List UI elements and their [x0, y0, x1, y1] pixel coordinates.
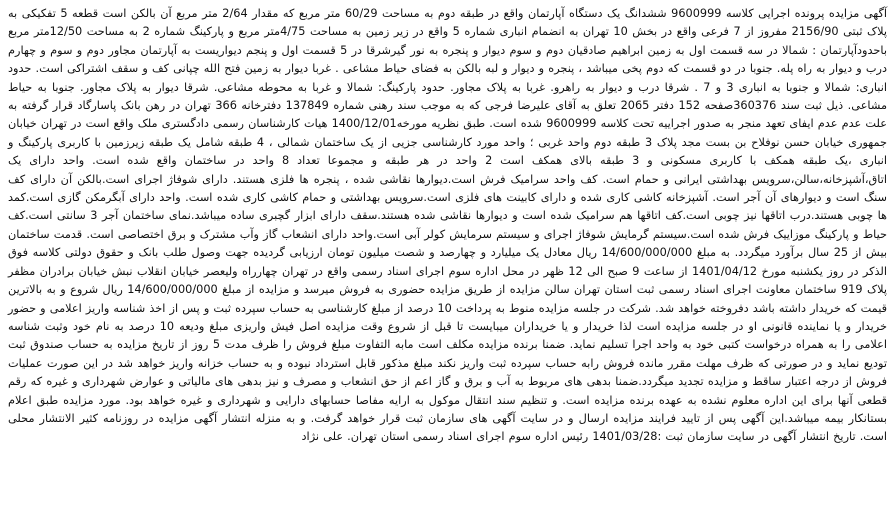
auction-notice-body: آگهی مزایده پرونده اجرایی کلاسه 9600999 ششدانگ یک دستگاه آپارتمان واقع در طبقه دوم به مساحت 60/29 متر مربع که مقدار 2/64 متر مربع آن بالکن است قطعه 5 تفکیکی به پلاک ثبتی 2156/90 مفروز از 7 فرعی واقع در بخش 10 تهران به انضمام انباری شماره 5 واقع در زیر زمین به مساحت 4/75متر مربع و پارکینگ شماره 2 به مساحت 12/50متر مربع باحدودآپارتمان : شمالا در سه قسمت اول به زمین ابراهیم صادقیان دوم و سوم دیوار و پنجره به نور گیرشرقا در 5 قسمت اول و پنجم دیواریست به آپارتمان مجاور دوم و سوم و چهارم درب و دیوار به راه پله. جنوبا در دو قسمت که دوم پخی میباشد ، پنجره و دیوار و لبه بالکن به فضای حیاط مشاعی . غربا دیوار به زمین فتح الله چپانی کف و سقف اشتراکی است. حدود انباری: شمالا و جنوبا به انباری 3 و 7 . شرقا درب و دیوار به راهرو. غربا به پلاک مجاور. حدود پارکینگ: شمالا و غربا به محوطه مشاعی. شرقا دیوار به پلاک مجاور. جنوبا به حیاط مشاعی. ذیل ثبت سند 360376صفحه 152 دفتر 2065 تعلق به آقای علیرضا فرجی که به موجب سند رهنی شماره 137849 دفترخانه 366 تهران در رهن بانک پاسارگاد قرار گرفته به علت عدم عدم ایفای تعهد منجر به صدور اجراییه تحت کلاسه 9600999 شده است. طبق نظریه مورخه1400/12/01 هیات کارشناسان رسمی دادگستری ملک واقع است در تهران خیابان جمهوری خیابان حسن نوفلاح بن بست مجد پلاک 3 طبقه دوم واحد غربی ؛ واحد مورد کارشناسی جزیی از یک ساختمان شمالی ، 4 طبقه شامل یک طبقه زیرزمین با کاربری پارکینگ و انباری ،یک طبقه همکف با کاربری مسکونی و 3 طبقه بالای همکف است 2 واحد در هر طبقه و مجموعا تعداد 8 واحد در ساختمان واقع شده است. واحد دارای یک اتاق،آشپزخانه،سالن،سرویس بهداشتی ایرانی و حمام است. کف واحد سرامیک فرش است.دیوارها نقاشی شده ، پنجره ها فلزی هستند. دارای شوفاژ اجرای است.بالکن آن دارای کف سنگ است و دیوارهای آن آجر است. آشپزخانه کاشی کاری شده و دارای کابینت های فلزی است.سرویس بهداشتی و حمام کاشی کاری شده است. واحد دارای آبگرمکن گازی است.کمد ها چوبی هستند.درب اتاقها نیز چوبی است.کف اتاقها هم سرامیک شده است و دیوارها نقاشی شده هستند.سقف دارای ابزار گچبری ساده میباشد.نمای ساختمان آجر 3 سانتی است.کف حیاط و پارکینگ موزاییک فرش شده است.سیستم گرمایش شوفاژ اجرای و سیستم سرمایش کولر آبی است.واحد دارای انشعاب گاز وآب مشترک و برق اختصاصی است. قدمت ساختمان بیش از 25 سال برآورد میگردد. به مبلغ 14/600/000/000 ریال معادل یک میلیارد و چهارصد و شصت میلیون تومان ارزیابی گردیده جهت وصول طلب بانک و حقوق دولتی کلاسه فوق الذکر در روز یکشنبه مورخ 1401/04/12 از ساعت 9 صبح الی 12 ظهر در محل اداره سوم اجرای اسناد رسمی واقع در تهران چهارراه ولیعصر خیابان انقلاب نبش خیابان برادران مظفر پلاک 919 ساختمان معاونت اجرای اسناد رسمی ثبت استان تهران سالن مزایده از طریق مزایده حضوری به فروش میرسد و مزایده از مبلغ 14/600/000/000 ریال شروع و به بالاترین قیمت که خریدار داشته باشد دفروخته خواهد شد. شرکت در جلسه مزایده منوط به پرداخت 10 درصد از مبلغ کارشناسی به حساب سپرده ثبت و پس از اخذ شناسه واریز اعلامی و حضور خریدار و یا نماینده قانونی او در جلسه مزایده است لذا خریدار و یا خریداران میبایست تا قبل از شروع وقت مزایده اصل فیش واریزی مبلغ ودیعه 10 درصد به نام خود وثبت شناسه اعلامی را به همراه درخواست کتبی خود به واحد اجرا تسلیم نماید. ضمنا برنده مزایده مکلف است مابه التفاوت مبلغ فروش را ظرف مدت 5 روز از تاریخ مزایده به حساب صندوق ثبت تودیع نماید و در صورتی که ظرف مهلت مقرر مانده فروش رابه حساب سپرده ثبت واریز نکند مبلغ مذکور قابل استرداد نبوده و به حساب خزانه واریز خواهد شد در این صورت عملیات فروش از درجه اعتبار ساقط و مزایده تجدید میگردد.ضمنا بدهی های مربوط به آب و برق و گاز اعم از حق انشعاب و مصرف و نیز بدهی های مالیاتی و عوارض شهرداری و غیره که رقم قطعی آنها برای این اداره معلوم نشده به عهده برنده مزایده است. و تنظیم سند انتقال موکول به ارایه مفاصا حسابهای دارایی و شهرداری و غیره خواهد بود. مورد مزایده طبق اعلام بستانکار بیمه میباشد.این آگهی پس از تایید فرایند مزایده ارسال و در سایت آگهی های سازمان ثبت قرار خواهد گرفت. و به منزله انتشار آگهی مزایده در روزنامه کثیر الانتشار محلی است. تاریخ انتشار آگهی در سایت سازمان ثبت :1401/03/28 رئیس اداره سوم اجرای اسناد رسمی استان تهران. علی نژاد — [8, 7, 888, 444]
auction-notice-text — [8, 5, 887, 447]
